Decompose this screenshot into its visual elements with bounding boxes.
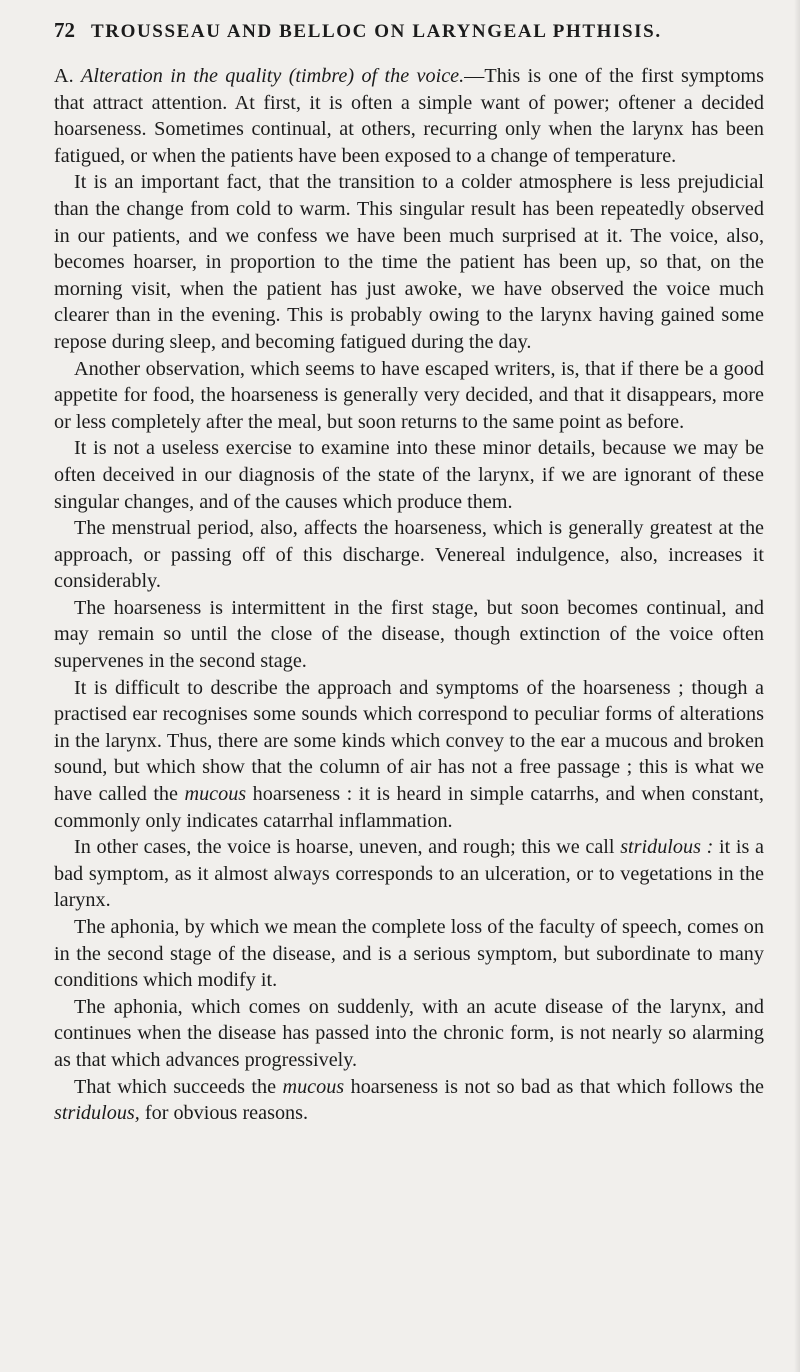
text-run: for obvious reasons. [139, 1102, 309, 1125]
paragraph: The aphonia, by which we mean the complete loss of the faculty of speech, comes on in the second stage of the disease, and is a serious symptom, but subordinate to many conditions which modify it. [54, 916, 764, 992]
text-run: hoarseness is not so bad as that which follows the [344, 1075, 764, 1098]
emphasis: stridulous, [54, 1102, 140, 1125]
paragraph [54, 1074, 764, 1127]
emphasis: mucous [282, 1075, 345, 1098]
paragraph: The menstrual period, also, affects the hoarseness, which is generally greatest at the approach, or passing off of this discharge. Venereal indulgence, also, increases it considerably. [54, 517, 764, 593]
running-title: TROUSSEAU AND BELLOC ON LARYNGEAL PHTHISIS. [91, 21, 662, 42]
paragraph: The aphonia, which comes on suddenly, with an acute disease of the larynx, and continues when the disease has passed into the chronic form, is not nearly so alarming as that which advances progressively. [54, 995, 764, 1071]
text-run: It is difficult to describe the approach and symptoms of the hoarseness ; though a practised ear recognises some sounds which correspond to peculiar forms of alterations in the larynx. Thus, there are some kinds which convey to the ear a mucous and broken sound, but which show that the column of air has not a free passage ; this is what we have called the [54, 676, 764, 806]
emphasis: mucous [184, 783, 247, 806]
book-page [54, 18, 764, 1127]
paragraph: The hoarseness is intermittent in the first stage, but soon becomes continual, and may remain so until the close of the disease, though extinction of the voice often supervenes in the second stage. [54, 596, 764, 673]
section-intro: —This is one of the first symptoms that attract attention. At first, it is often a simple want of power; oftener a decided hoarseness. Sometimes continual, at others, recurring only when the larynx has been fatigued, or when the patients have been exposed to a change of temperature. [54, 65, 764, 167]
page-number: 72 [54, 18, 75, 42]
paragraph-section-a [54, 63, 764, 169]
section-label: A. [54, 65, 74, 87]
paragraph: Another observation, which seems to have escaped writers, is, that if there be a good appetite for food, the hoarseness is generally very decided, and that it disappears, more or less completely after the meal, but soon returns to the same point as before. [54, 357, 764, 433]
paragraph [54, 834, 764, 914]
text-run: That which succeeds the [74, 1075, 283, 1098]
text-run: it is a bad symptom, as it almost always corresponds to an ulceration, or to vegetations in the larynx. [54, 836, 764, 912]
text-run: In other cases, the voice is hoarse, uneven, and rough; this we call [74, 836, 621, 859]
text-run: hoarseness : it is heard in simple catarrhs, and when constant, commonly only indicates catarrhal inflammation. [54, 783, 764, 832]
section-title: Alteration in the quality (timbre) of the voice. [81, 65, 465, 87]
emphasis: stridulous : [620, 836, 714, 859]
paragraph [54, 675, 764, 835]
paragraph: It is an important fact, that the transition to a colder atmosphere is less prejudicial than the change from cold to warm. This singular result has been repeatedly observed in our patients, and we confess we have been much surprised at it. The voice, also, becomes hoarser, in proportion to the time the patient has been up, so that, on the morning visit, when the patient has just awoke, we have observed the voice much clearer than in the evening. This is probably owing to the larynx having gained some repose during sleep, and becoming fatigued during the day. [54, 171, 764, 353]
paragraph: It is not a useless exercise to examine into these minor details, because we may be often deceived in our diagnosis of the state of the larynx, if we are ignorant of these singular changes, and of the causes which produce them. [54, 437, 764, 513]
body-text [54, 63, 764, 1127]
page-edge-shadow [794, 0, 800, 1372]
running-header [54, 18, 764, 43]
